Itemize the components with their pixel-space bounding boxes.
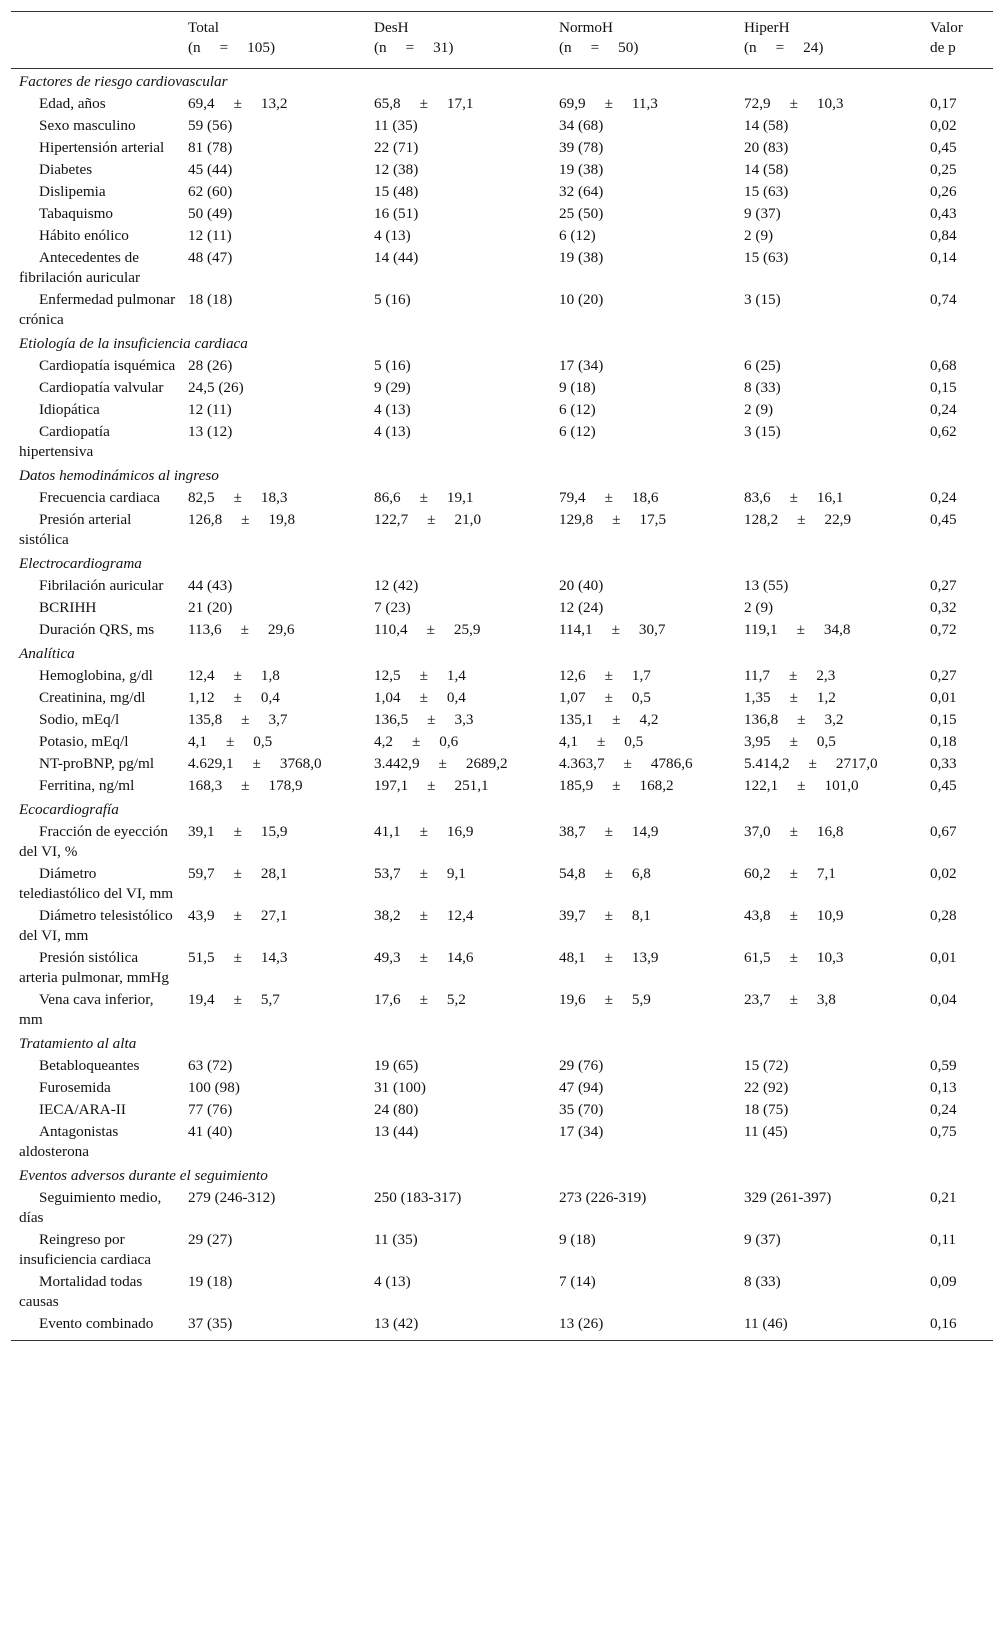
table-header xyxy=(11,12,993,69)
value-cell: 8 (33) xyxy=(744,379,781,396)
row-label: Frecuencia cardiaca xyxy=(39,489,160,506)
value-cell: 20 (40) xyxy=(559,577,604,594)
row-label: Betabloqueantes xyxy=(39,1057,140,1074)
p-value-cell: 0,14 xyxy=(930,249,957,266)
p-value-cell: 0,24 xyxy=(930,489,957,506)
value-cell: 7 (23) xyxy=(374,599,411,616)
header-n: (n = 24) xyxy=(744,39,824,56)
section-header-row xyxy=(11,797,993,821)
p-value-cell: 0,24 xyxy=(930,401,957,418)
value-cell: 14 (44) xyxy=(374,249,419,266)
value-cell: 11 (46) xyxy=(744,1315,788,1332)
p-value-cell: 0,67 xyxy=(930,823,957,840)
value-cell: 11 (35) xyxy=(374,1231,418,1248)
table-row xyxy=(11,289,993,331)
value-cell: 16 (51) xyxy=(374,205,419,222)
table-row xyxy=(11,947,993,989)
p-value-cell: 0,45 xyxy=(930,777,957,794)
value-cell: 39,7 ± 8,1 xyxy=(559,907,651,924)
value-cell: 12 (11) xyxy=(188,227,232,244)
value-cell: 13 (44) xyxy=(374,1123,419,1140)
section-title: Analítica xyxy=(19,645,75,662)
table-row xyxy=(11,709,993,731)
value-cell: 2 (9) xyxy=(744,227,774,244)
value-cell: 12 (38) xyxy=(374,161,419,178)
value-cell: 48 (47) xyxy=(188,249,233,266)
row-label: NT-proBNP, pg/ml xyxy=(39,755,155,772)
value-cell: 1,04 ± 0,4 xyxy=(374,689,466,706)
row-label: Tabaquismo xyxy=(39,205,114,222)
value-cell: 72,9 ± 10,3 xyxy=(744,95,844,112)
header-cell-hiperh xyxy=(736,12,922,69)
value-cell: 8 (33) xyxy=(744,1273,781,1290)
value-cell: 45 (44) xyxy=(188,161,233,178)
table-row xyxy=(11,487,993,509)
value-cell: 114,1 ± 30,7 xyxy=(559,621,666,638)
value-cell: 43,9 ± 27,1 xyxy=(188,907,288,924)
value-cell: 54,8 ± 6,8 xyxy=(559,865,651,882)
value-cell: 168,3 ± 178,9 xyxy=(188,777,303,794)
header-n: (n = 31) xyxy=(374,39,454,56)
table-row xyxy=(11,355,993,377)
p-value-cell: 0,43 xyxy=(930,205,957,222)
value-cell: 23,7 ± 3,8 xyxy=(744,991,836,1008)
table-body xyxy=(11,69,993,1341)
value-cell: 18 (18) xyxy=(188,291,233,308)
section-header-row xyxy=(11,463,993,487)
value-cell: 11 (35) xyxy=(374,117,418,134)
value-cell: 119,1 ± 34,8 xyxy=(744,621,851,638)
value-cell: 22 (71) xyxy=(374,139,419,156)
value-cell: 29 (27) xyxy=(188,1231,233,1248)
p-value-cell: 0,16 xyxy=(930,1315,957,1332)
value-cell: 17,6 ± 5,2 xyxy=(374,991,466,1008)
table-row xyxy=(11,753,993,775)
value-cell: 11,7 ± 2,3 xyxy=(744,667,836,684)
value-cell: 51,5 ± 14,3 xyxy=(188,949,288,966)
value-cell: 4,1 ± 0,5 xyxy=(188,733,273,750)
value-cell: 6 (12) xyxy=(559,423,596,440)
table-container xyxy=(11,11,993,1341)
value-cell: 129,8 ± 17,5 xyxy=(559,511,667,528)
value-cell: 60,2 ± 7,1 xyxy=(744,865,836,882)
value-cell: 1,07 ± 0,5 xyxy=(559,689,651,706)
p-value-cell: 0,24 xyxy=(930,1101,957,1118)
section-header-row xyxy=(11,641,993,665)
value-cell: 110,4 ± 25,9 xyxy=(374,621,481,638)
table-row xyxy=(11,1121,993,1163)
value-cell: 19,4 ± 5,7 xyxy=(188,991,280,1008)
value-cell: 32 (64) xyxy=(559,183,604,200)
table-row xyxy=(11,1313,993,1341)
value-cell: 65,8 ± 17,1 xyxy=(374,95,474,112)
value-cell: 2 (9) xyxy=(744,599,774,616)
value-cell: 3 (15) xyxy=(744,291,781,308)
value-cell: 17 (34) xyxy=(559,1123,604,1140)
p-value-cell: 0,27 xyxy=(930,667,957,684)
section-header-row xyxy=(11,1163,993,1187)
value-cell: 38,2 ± 12,4 xyxy=(374,907,474,924)
value-cell: 15 (63) xyxy=(744,249,789,266)
table-row xyxy=(11,93,993,115)
p-value-cell: 0,59 xyxy=(930,1057,957,1074)
section-title: Etiología de la insuficiencia cardiaca xyxy=(19,335,248,352)
row-label: Cardiopatía isquémica xyxy=(39,357,176,374)
table-row xyxy=(11,399,993,421)
value-cell: 35 (70) xyxy=(559,1101,604,1118)
value-cell: 4.629,1 ± 3768,0 xyxy=(188,755,322,772)
value-cell: 48,1 ± 13,9 xyxy=(559,949,659,966)
value-cell: 7 (14) xyxy=(559,1273,596,1290)
value-cell: 12 (24) xyxy=(559,599,604,616)
table-row xyxy=(11,989,993,1031)
table-row xyxy=(11,1055,993,1077)
value-cell: 82,5 ± 18,3 xyxy=(188,489,288,506)
section-title: Factores de riesgo cardiovascular xyxy=(19,73,228,90)
table-row xyxy=(11,181,993,203)
value-cell: 12,6 ± 1,7 xyxy=(559,667,651,684)
row-label: Diabetes xyxy=(39,161,93,178)
value-cell: 3,95 ± 0,5 xyxy=(744,733,836,750)
value-cell: 25 (50) xyxy=(559,205,604,222)
value-cell: 4 (13) xyxy=(374,401,411,418)
p-value-cell: 0,21 xyxy=(930,1189,957,1206)
value-cell: 53,7 ± 9,1 xyxy=(374,865,466,882)
value-cell: 28 (26) xyxy=(188,357,233,374)
value-cell: 31 (100) xyxy=(374,1079,426,1096)
value-cell: 20 (83) xyxy=(744,139,789,156)
value-cell: 39,1 ± 15,9 xyxy=(188,823,288,840)
row-label: Diámetro telediastólico del VI, mm xyxy=(19,865,174,902)
value-cell: 9 (37) xyxy=(744,205,781,222)
p-value-cell: 0,02 xyxy=(930,117,957,134)
value-cell: 185,9 ± 168,2 xyxy=(559,777,674,794)
row-label: Presión sistólica arteria pulmonar, mmHg xyxy=(19,949,169,986)
value-cell: 329 (261-397) xyxy=(744,1189,832,1206)
value-cell: 37,0 ± 16,8 xyxy=(744,823,844,840)
table-row xyxy=(11,905,993,947)
table-row xyxy=(11,821,993,863)
p-value-cell: 0,62 xyxy=(930,423,957,440)
value-cell: 5 (16) xyxy=(374,291,411,308)
table-row xyxy=(11,1229,993,1271)
value-cell: 5.414,2 ± 2717,0 xyxy=(744,755,878,772)
table-row xyxy=(11,203,993,225)
row-label: Diámetro telesistólico del VI, mm xyxy=(19,907,173,944)
value-cell: 47 (94) xyxy=(559,1079,604,1096)
value-cell: 86,6 ± 19,1 xyxy=(374,489,474,506)
value-cell: 63 (72) xyxy=(188,1057,233,1074)
value-cell: 41 (40) xyxy=(188,1123,233,1140)
value-cell: 12 (42) xyxy=(374,577,419,594)
value-cell: 12 (11) xyxy=(188,401,232,418)
p-value-cell: 0,13 xyxy=(930,1079,957,1096)
value-cell: 135,1 ± 4,2 xyxy=(559,711,659,728)
value-cell: 69,4 ± 13,2 xyxy=(188,95,288,112)
value-cell: 59 (56) xyxy=(188,117,233,134)
p-value-cell: 0,25 xyxy=(930,161,957,178)
value-cell: 128,2 ± 22,9 xyxy=(744,511,852,528)
table-row xyxy=(11,159,993,181)
value-cell: 39 (78) xyxy=(559,139,604,156)
table-row xyxy=(11,665,993,687)
value-cell: 19 (38) xyxy=(559,249,604,266)
value-cell: 15 (48) xyxy=(374,183,419,200)
header-name: DesH xyxy=(374,19,409,36)
value-cell: 3 (15) xyxy=(744,423,781,440)
header-row xyxy=(11,12,993,69)
section-header-row xyxy=(11,551,993,575)
value-cell: 14 (58) xyxy=(744,161,789,178)
value-cell: 126,8 ± 19,8 xyxy=(188,511,296,528)
value-cell: 13 (26) xyxy=(559,1315,604,1332)
p-value-cell: 0,28 xyxy=(930,907,957,924)
row-label: Antecedentes de fibrilación auricular xyxy=(19,249,141,286)
value-cell: 135,8 ± 3,7 xyxy=(188,711,288,728)
value-cell: 12,4 ± 1,8 xyxy=(188,667,280,684)
header-cell-normoh xyxy=(551,12,736,69)
row-label: Idiopática xyxy=(39,401,100,418)
table-row xyxy=(11,731,993,753)
value-cell: 100 (98) xyxy=(188,1079,240,1096)
row-label: Furosemida xyxy=(39,1079,111,1096)
p-value-cell: 0,74 xyxy=(930,291,957,308)
table-row xyxy=(11,509,993,551)
row-label: Hábito enólico xyxy=(39,227,129,244)
table-row xyxy=(11,575,993,597)
section-header-row xyxy=(11,331,993,355)
row-label: Hemoglobina, g/dl xyxy=(39,667,153,684)
value-cell: 13 (42) xyxy=(374,1315,419,1332)
p-value-cell: 0,04 xyxy=(930,991,957,1008)
p-value-cell: 0,01 xyxy=(930,949,957,966)
header-cell-label xyxy=(11,12,180,69)
header-cell-total xyxy=(180,12,366,69)
value-cell: 122,7 ± 21,0 xyxy=(374,511,482,528)
table-row xyxy=(11,225,993,247)
value-cell: 4,1 ± 0,5 xyxy=(559,733,644,750)
value-cell: 15 (72) xyxy=(744,1057,789,1074)
header-name: HiperH xyxy=(744,19,790,36)
value-cell: 3.442,9 ± 2689,2 xyxy=(374,755,508,772)
value-cell: 77 (76) xyxy=(188,1101,233,1118)
row-label: Presión arterial sistólica xyxy=(19,511,132,548)
row-label: Enfermedad pulmonar crónica xyxy=(19,291,176,328)
header-n: (n = 105) xyxy=(188,39,276,56)
value-cell: 122,1 ± 101,0 xyxy=(744,777,859,794)
value-cell: 197,1 ± 251,1 xyxy=(374,777,489,794)
p-value-cell: 0,33 xyxy=(930,755,957,772)
p-value-cell: 0,18 xyxy=(930,733,957,750)
row-label: Cardiopatía valvular xyxy=(39,379,164,396)
row-label: Sodio, mEq/l xyxy=(39,711,120,728)
p-value-cell: 0,72 xyxy=(930,621,957,638)
table-row xyxy=(11,687,993,709)
row-label: Edad, años xyxy=(39,95,106,112)
row-label: Hipertensión arterial xyxy=(39,139,165,156)
value-cell: 44 (43) xyxy=(188,577,233,594)
value-cell: 250 (183-317) xyxy=(374,1189,462,1206)
row-label: Vena cava inferior, mm xyxy=(19,991,154,1028)
value-cell: 22 (92) xyxy=(744,1079,789,1096)
section-title: Tratamiento al alta xyxy=(19,1035,137,1052)
header-name: Total xyxy=(188,19,219,36)
value-cell: 12,5 ± 1,4 xyxy=(374,667,466,684)
p-value-cell: 0,26 xyxy=(930,183,957,200)
value-cell: 273 (226-319) xyxy=(559,1189,647,1206)
section-title: Ecocardiografía xyxy=(19,801,119,818)
header-n: (n = 50) xyxy=(559,39,639,56)
value-cell: 9 (37) xyxy=(744,1231,781,1248)
row-label: BCRIHH xyxy=(39,599,97,616)
p-value-cell: 0,45 xyxy=(930,139,957,156)
row-label: Mortalidad todas causas xyxy=(19,1273,143,1310)
row-label: Potasio, mEq/l xyxy=(39,733,129,750)
value-cell: 14 (58) xyxy=(744,117,789,134)
value-cell: 79,4 ± 18,6 xyxy=(559,489,659,506)
value-cell: 24 (80) xyxy=(374,1101,419,1118)
p-value-cell: 0,68 xyxy=(930,357,957,374)
table-row xyxy=(11,137,993,159)
table-row xyxy=(11,1271,993,1313)
value-cell: 1,35 ± 1,2 xyxy=(744,689,836,706)
value-cell: 38,7 ± 14,9 xyxy=(559,823,659,840)
row-label: Ferritina, ng/ml xyxy=(39,777,135,794)
header-cell-desh xyxy=(366,12,551,69)
section-header-row xyxy=(11,69,993,94)
value-cell: 13 (55) xyxy=(744,577,789,594)
section-title: Datos hemodinámicos al ingreso xyxy=(19,467,219,484)
table-row xyxy=(11,1077,993,1099)
table-row xyxy=(11,863,993,905)
value-cell: 279 (246-312) xyxy=(188,1189,276,1206)
p-value-cell: 0,27 xyxy=(930,577,957,594)
row-label: Seguimiento medio, días xyxy=(19,1189,162,1226)
row-label: Sexo masculino xyxy=(39,117,136,134)
value-cell: 6 (12) xyxy=(559,227,596,244)
value-cell: 113,6 ± 29,6 xyxy=(188,621,295,638)
value-cell: 2 (9) xyxy=(744,401,774,418)
table-row xyxy=(11,1099,993,1121)
value-cell: 21 (20) xyxy=(188,599,233,616)
row-label: Creatinina, mg/dl xyxy=(39,689,146,706)
p-value-cell: 0,15 xyxy=(930,379,957,396)
value-cell: 34 (68) xyxy=(559,117,604,134)
row-label: Dislipemia xyxy=(39,183,106,200)
value-cell: 19 (18) xyxy=(188,1273,233,1290)
row-label: Duración QRS, ms xyxy=(39,621,155,638)
value-cell: 17 (34) xyxy=(559,357,604,374)
value-cell: 9 (29) xyxy=(374,379,411,396)
value-cell: 13 (12) xyxy=(188,423,233,440)
table-row xyxy=(11,421,993,463)
row-label: Evento combinado xyxy=(39,1315,154,1332)
row-label: Antagonistas aldosterona xyxy=(19,1123,119,1160)
section-title: Eventos adversos durante el seguimiento xyxy=(19,1167,268,1184)
header-name: Valor xyxy=(930,19,963,36)
row-label: Reingreso por insuficiencia cardiaca xyxy=(19,1231,151,1268)
p-value-cell: 0,11 xyxy=(930,1231,957,1248)
value-cell: 19,6 ± 5,9 xyxy=(559,991,651,1008)
value-cell: 6 (25) xyxy=(744,357,781,374)
value-cell: 62 (60) xyxy=(188,183,233,200)
baseline-characteristics-table xyxy=(11,11,993,1341)
p-value-cell: 0,32 xyxy=(930,599,957,616)
value-cell: 61,5 ± 10,3 xyxy=(744,949,844,966)
value-cell: 4 (13) xyxy=(374,227,411,244)
value-cell: 15 (63) xyxy=(744,183,789,200)
value-cell: 19 (65) xyxy=(374,1057,419,1074)
value-cell: 11 (45) xyxy=(744,1123,788,1140)
value-cell: 19 (38) xyxy=(559,161,604,178)
table-row xyxy=(11,1187,993,1229)
p-value-cell: 0,45 xyxy=(930,511,957,528)
value-cell: 9 (18) xyxy=(559,1231,596,1248)
value-cell: 43,8 ± 10,9 xyxy=(744,907,844,924)
row-label: IECA/ARA-II xyxy=(39,1101,126,1118)
value-cell: 5 (16) xyxy=(374,357,411,374)
row-label: Fracción de eyección del VI, % xyxy=(19,823,169,860)
value-cell: 4 (13) xyxy=(374,423,411,440)
value-cell: 59,7 ± 28,1 xyxy=(188,865,288,882)
value-cell: 18 (75) xyxy=(744,1101,789,1118)
p-value-cell: 0,75 xyxy=(930,1123,957,1140)
value-cell: 4.363,7 ± 4786,6 xyxy=(559,755,693,772)
value-cell: 69,9 ± 11,3 xyxy=(559,95,658,112)
header-n: de p xyxy=(930,39,956,56)
section-header-row xyxy=(11,1031,993,1055)
header-name: NormoH xyxy=(559,19,613,36)
value-cell: 50 (49) xyxy=(188,205,233,222)
value-cell: 41,1 ± 16,9 xyxy=(374,823,474,840)
table-row xyxy=(11,775,993,797)
value-cell: 37 (35) xyxy=(188,1315,233,1332)
value-cell: 83,6 ± 16,1 xyxy=(744,489,844,506)
table-row xyxy=(11,115,993,137)
value-cell: 136,8 ± 3,2 xyxy=(744,711,844,728)
value-cell: 136,5 ± 3,3 xyxy=(374,711,474,728)
value-cell: 9 (18) xyxy=(559,379,596,396)
p-value-cell: 0,09 xyxy=(930,1273,957,1290)
table-row xyxy=(11,597,993,619)
value-cell: 81 (78) xyxy=(188,139,233,156)
row-label: Cardiopatía hipertensiva xyxy=(19,423,110,460)
value-cell: 4 (13) xyxy=(374,1273,411,1290)
p-value-cell: 0,84 xyxy=(930,227,957,244)
table-row xyxy=(11,247,993,289)
table-row xyxy=(11,619,993,641)
value-cell: 4,2 ± 0,6 xyxy=(374,733,459,750)
p-value-cell: 0,01 xyxy=(930,689,957,706)
p-value-cell: 0,17 xyxy=(930,95,957,112)
value-cell: 49,3 ± 14,6 xyxy=(374,949,474,966)
row-label: Fibrilación auricular xyxy=(39,577,164,594)
header-cell-p-value xyxy=(922,12,993,69)
table-row xyxy=(11,377,993,399)
value-cell: 10 (20) xyxy=(559,291,604,308)
value-cell: 1,12 ± 0,4 xyxy=(188,689,280,706)
section-title: Electrocardiograma xyxy=(19,555,142,572)
p-value-cell: 0,15 xyxy=(930,711,957,728)
value-cell: 29 (76) xyxy=(559,1057,604,1074)
value-cell: 24,5 (26) xyxy=(188,379,244,396)
p-value-cell: 0,02 xyxy=(930,865,957,882)
value-cell: 6 (12) xyxy=(559,401,596,418)
